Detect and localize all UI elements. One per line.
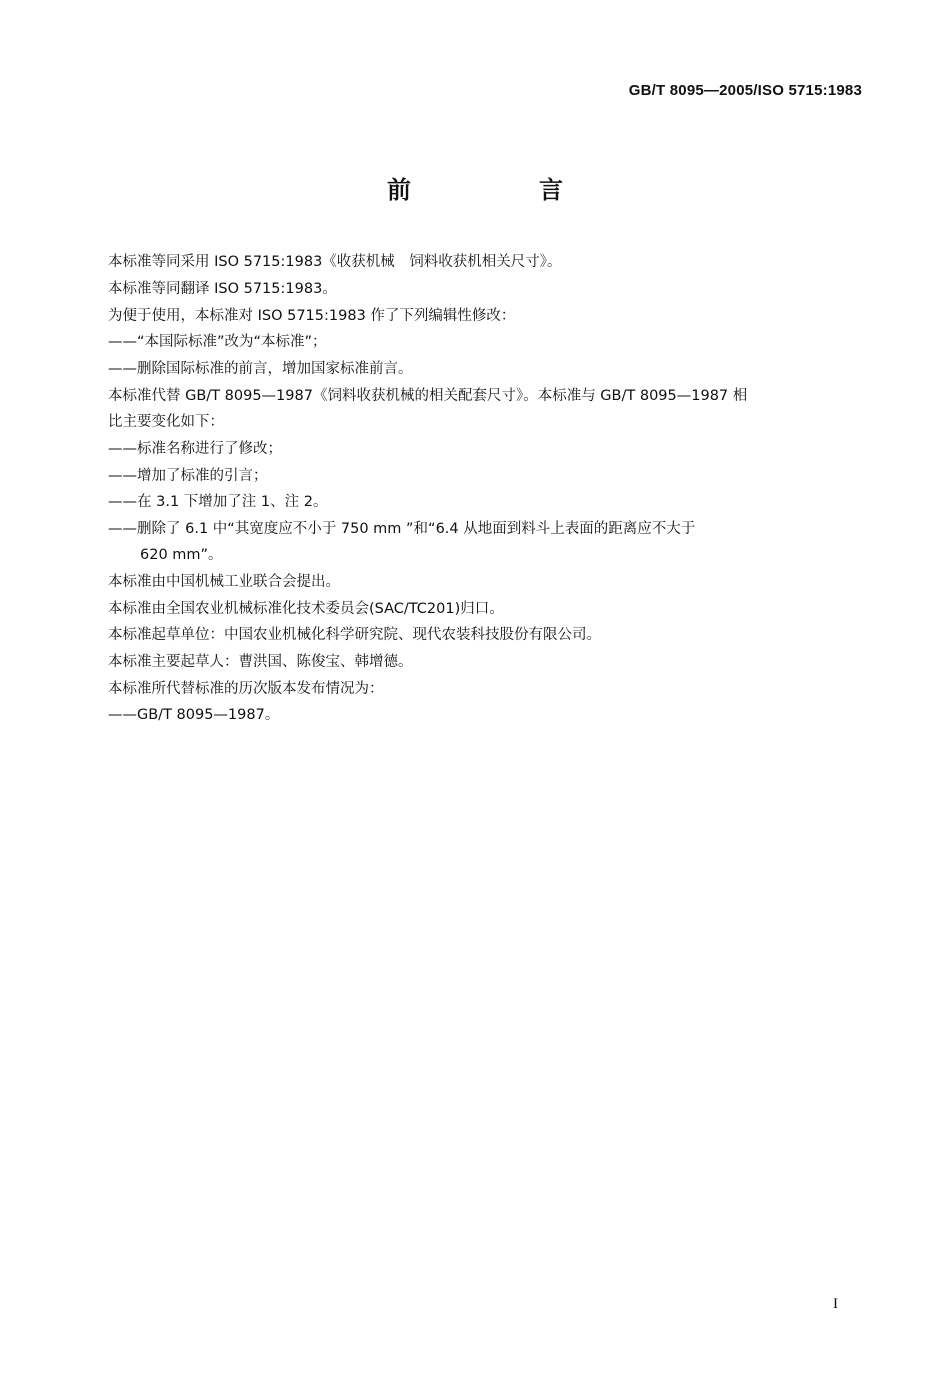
- list-item-continuation: 620 mm”。: [140, 547, 223, 563]
- paragraph-line: 本标准等同采用 ISO 5715:1983《收获机械 饲料收获机相关尺寸》。: [108, 254, 562, 270]
- paragraph-line: 为便于使用，本标准对 ISO 5715:1983 作了下列编辑性修改：: [108, 308, 516, 324]
- paragraph-line: 本标准由全国农业机械标准化技术委员会(SAC/TC201)归口。: [108, 601, 504, 617]
- list-item: ——增加了标准的引言；: [108, 468, 268, 484]
- list-item: ——标准名称进行了修改；: [108, 441, 282, 457]
- page-number: I: [833, 1296, 838, 1312]
- paragraph-line: 本标准主要起草人：曹洪国、陈俊宝、韩增德。: [108, 654, 413, 670]
- list-item: ——删除国际标准的前言，增加国家标准前言。: [108, 361, 413, 377]
- paragraph-line: 本标准所代替标准的历次版本发布情况为：: [108, 681, 384, 697]
- paragraph-line: 本标准等同翻译 ISO 5715:1983。: [108, 281, 337, 297]
- standard-code: GB/T 8095—2005/ISO 5715:1983: [628, 82, 862, 99]
- list-item: ——删除了 6.1 中“其宽度应不小于 750 mm ”和“6.4 从地面到料斗上表面的距离应不大于: [108, 521, 696, 537]
- paragraph-line: 比主要变化如下：: [108, 414, 224, 430]
- paragraph-line: 本标准代替 GB/T 8095—1987《饲料收获机械的相关配套尺寸》。本标准与 GB/T 8095—1987 相: [108, 388, 748, 404]
- page-title: 前 言: [387, 176, 615, 204]
- paragraph-line: 本标准由中国机械工业联合会提出。: [108, 574, 340, 590]
- paragraph-line: 本标准起草单位：中国农业机械化科学研究院、现代农装科技股份有限公司。: [108, 627, 601, 643]
- list-item: ——GB/T 8095—1987。: [108, 707, 280, 723]
- list-item: ——在 3.1 下增加了注 1、注 2。: [108, 494, 328, 510]
- list-item: ——“本国际标准”改为“本标准”；: [108, 334, 327, 350]
